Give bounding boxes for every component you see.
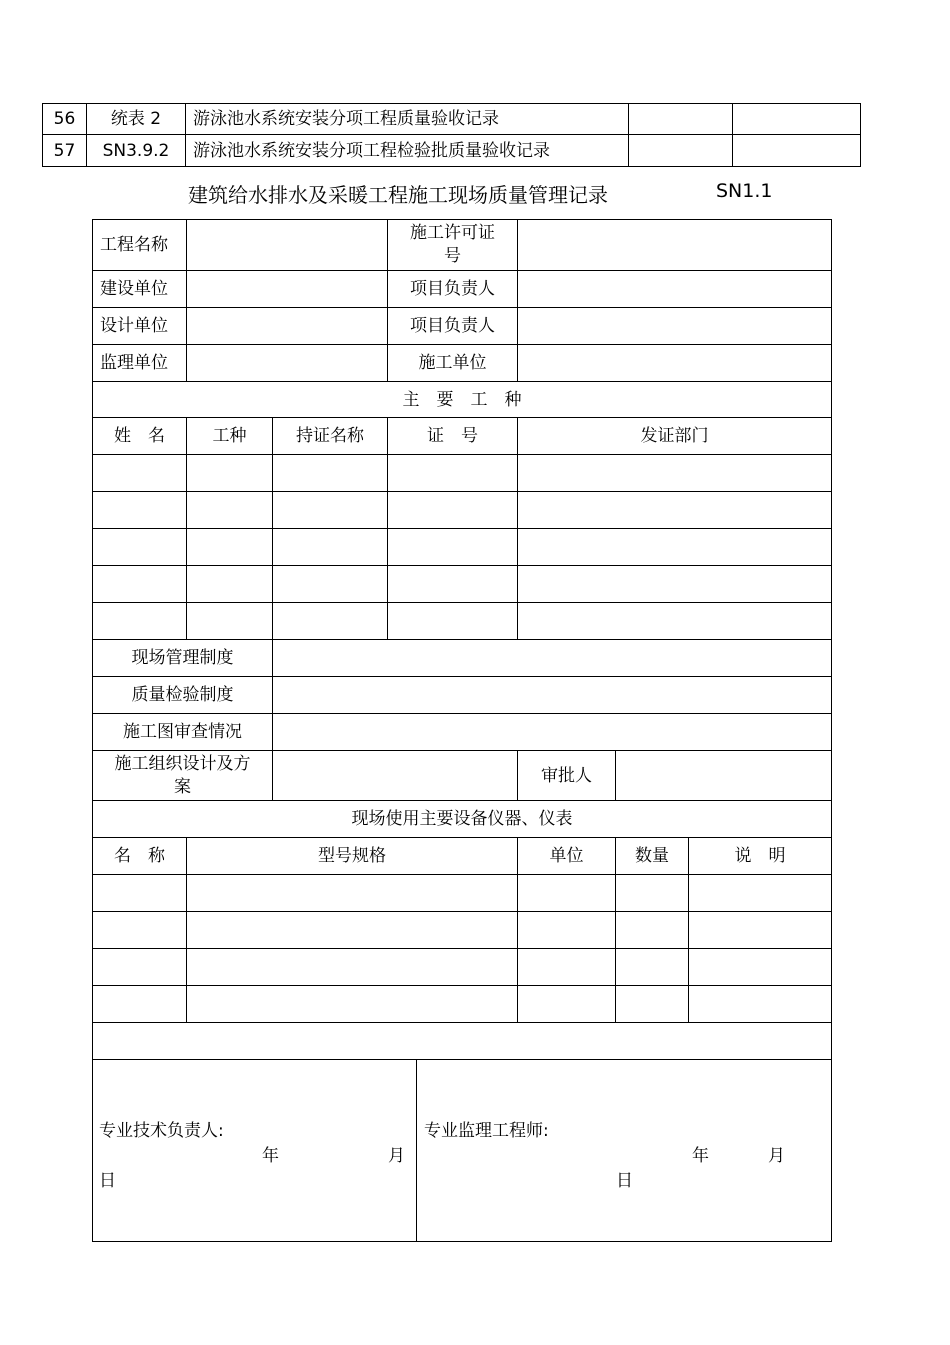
index-code-cell: 统表 2 [86,103,186,135]
project-leader-label: 项目负责人 [387,270,518,308]
contractor-value[interactable] [517,344,832,382]
table-cell[interactable] [517,565,832,603]
quality-check-label: 质量检验制度 [92,676,273,714]
designer-leader-value[interactable] [517,307,832,345]
table-cell[interactable] [517,874,616,912]
eq-model-header: 型号规格 [186,837,518,875]
designer-label: 设计单位 [92,307,187,345]
table-cell[interactable] [387,528,518,566]
supervising-engineer-label: 专业监理工程师: [424,1121,549,1141]
table-cell[interactable] [387,491,518,529]
main-trades-header: 主 要 工 种 [92,381,832,418]
index-no-cell: 57 [42,134,87,167]
supervising-engineer-month: 月 [768,1146,785,1166]
index-blank-cell [628,134,733,167]
designer-leader-label: 项目负责人 [387,307,518,345]
table-cell[interactable] [92,948,187,986]
table-cell[interactable] [272,602,388,640]
inspection-remarks-cell[interactable] [92,1022,832,1060]
table-cell[interactable] [92,602,187,640]
eq-note-header: 说 明 [688,837,832,875]
permit-no-label [387,219,518,271]
table-cell[interactable] [387,565,518,603]
index-blank-cell [732,134,861,167]
table-cell[interactable] [517,985,616,1023]
builder-value[interactable] [186,270,388,308]
table-cell[interactable] [688,985,832,1023]
table-cell[interactable] [272,491,388,529]
quality-check-value[interactable] [272,676,832,714]
org-design-line1: 施工组织设计及方 [114,753,251,774]
tech-lead-signature-box[interactable] [92,1059,417,1242]
table-cell[interactable] [517,602,832,640]
index-name-cell: 游泳池水系统安装分项工程检验批质量验收记录 [185,134,629,167]
supervising-engineer-year: 年 [692,1146,709,1166]
index-code-cell: SN3.9.2 [86,134,186,167]
table-cell[interactable] [92,911,187,949]
permit-no-value[interactable] [517,219,832,271]
builder-label: 建设单位 [92,270,187,308]
table-cell[interactable] [272,528,388,566]
form-code: SN1.1 [716,180,773,202]
table-cell[interactable] [272,565,388,603]
approver-value[interactable] [615,750,832,801]
table-cell[interactable] [615,948,689,986]
table-cell[interactable] [517,454,832,492]
site-management-value[interactable] [272,639,832,677]
tech-lead-month: 月 [388,1146,405,1166]
index-name-cell: 游泳池水系统安装分项工程质量验收记录 [185,103,629,135]
index-no-cell: 56 [42,103,87,135]
supervisor-value[interactable] [186,344,388,382]
designer-value[interactable] [186,307,388,345]
table-cell[interactable] [387,602,518,640]
table-cell[interactable] [615,985,689,1023]
permit-no-line2: 号 [444,246,461,266]
site-management-label: 现场管理制度 [92,639,273,677]
table-cell[interactable] [387,454,518,492]
table-cell[interactable] [186,948,518,986]
supervising-engineer-day: 日 [616,1171,633,1191]
eq-unit-header: 单位 [517,837,616,875]
table-cell[interactable] [688,911,832,949]
table-cell[interactable] [615,874,689,912]
tech-lead-day: 日 [99,1171,116,1191]
table-cell[interactable] [186,565,273,603]
eq-qty-header: 数量 [615,837,689,875]
table-cell[interactable] [272,454,388,492]
tech-lead-year: 年 [262,1146,279,1166]
index-blank-cell [628,103,733,135]
org-design-line2: 案 [174,776,191,797]
table-cell[interactable] [186,985,518,1023]
project-name-value[interactable] [186,219,388,271]
col-cert-name-header: 持证名称 [272,417,388,455]
drawing-review-label: 施工图审查情况 [92,713,273,751]
table-cell[interactable] [517,528,832,566]
table-cell[interactable] [517,491,832,529]
table-cell[interactable] [92,454,187,492]
col-name-header: 姓 名 [92,417,187,455]
table-cell[interactable] [186,528,273,566]
col-trade-header: 工种 [186,417,273,455]
table-cell[interactable] [615,911,689,949]
col-cert-no-header: 证 号 [387,417,518,455]
table-cell[interactable] [92,874,187,912]
project-name-label: 工程名称 [92,219,187,271]
table-cell[interactable] [92,985,187,1023]
approver-label: 审批人 [517,750,616,801]
table-cell[interactable] [92,565,187,603]
tech-lead-label: 专业技术负责人: [99,1121,224,1141]
table-cell[interactable] [688,948,832,986]
table-cell[interactable] [186,491,273,529]
project-leader-value[interactable] [517,270,832,308]
contractor-label: 施工单位 [387,344,518,382]
table-cell[interactable] [186,454,273,492]
table-cell[interactable] [92,528,187,566]
index-blank-cell [732,103,861,135]
table-cell[interactable] [517,911,616,949]
table-cell[interactable] [517,948,616,986]
table-cell[interactable] [688,874,832,912]
table-cell[interactable] [186,874,518,912]
table-cell[interactable] [186,911,518,949]
supervisor-label: 监理单位 [92,344,187,382]
form-title: 建筑给水排水及采暖工程施工现场质量管理记录 [188,183,608,207]
permit-no-line1: 施工许可证 [410,223,495,243]
drawing-review-value[interactable] [272,713,832,751]
org-design-label [92,750,273,801]
col-issuer-header: 发证部门 [517,417,832,455]
table-cell[interactable] [186,602,273,640]
table-cell[interactable] [92,491,187,529]
org-design-value[interactable] [272,750,518,801]
eq-name-header: 名 称 [92,837,187,875]
equipment-header: 现场使用主要设备仪器、仪表 [92,800,832,838]
